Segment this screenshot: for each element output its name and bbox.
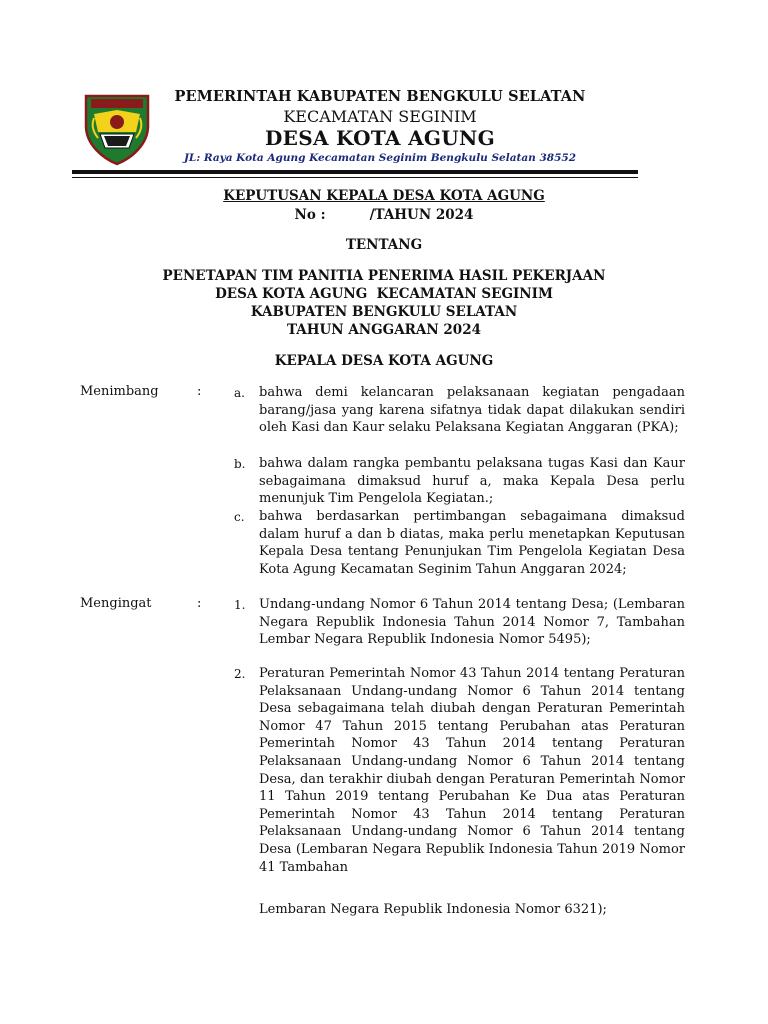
subject-line-1: PENETAPAN TIM PANITIA PENERIMA HASIL PEKERJAAN [162,268,606,284]
menimbang-item-b: bahwa dalam rangka pembantu pelaksana tugas Kasi dan Kaur sebagaimana dimaksud huruf a, maka Kepala Desa perlu menunjuk Tim Pengelola Kegiatan.; [259,456,685,507]
mengingat-item-1: Undang-undang Nomor 6 Tahun 2014 tentang Desa; (Lembaran Negara Republik Indonesia Tahun 2014 Nomor 7, Tambahan Lembar Negara Republik Indonesia Nomor 5495); [259,597,685,648]
letterhead-village: DESA KOTA AGUNG [265,126,495,150]
letterhead-rule-thin [72,177,638,178]
mengingat-label: Mengingat [80,596,152,611]
decree-number-label: No : [294,207,326,223]
letterhead-rule-thick [72,170,638,174]
mengingat-item-2: Peraturan Pemerintah Nomor 43 Tahun 2014 tentang Peraturan Pelaksanaan Undang-undang Nomor 6 Tahun 2014 tentang Desa sebagaimana telah diubah dengan Peraturan Pemerintah Nomor 47 Tahun 2015 tentang Perubahan atas Peraturan Pemerintah Nomor 43 Tahun 2014 tentang Peraturan Pelaksanaan Undang-undang Nomor 6 Tahun 2014 tentang Desa, dan terakhir diubah dengan Peraturan Pemerintah Nomor 11 Tahun 2019 tentang Perubahan Ke Dua atas Peraturan Pemerintah Nomor 43 Tahun 2014 tentang Peraturan Pelaksanaan Undang-undang Nomor 6 Tahun 2014 tentang Desa (Lembaran Negara Republik Indonesia Tahun 2019 Nomor 41 Tambahan [259,666,685,875]
menimbang-item-b-mark: b. [234,457,246,471]
subject-line-4: TAHUN ANGGARAN 2024 [286,322,481,338]
letterhead-regency: PEMERINTAH KABUPATEN BENGKULU SELATAN [174,88,586,105]
regency-emblem-icon [80,92,154,166]
menimbang-colon: : [197,384,202,399]
menimbang-label: Menimbang [80,384,159,399]
mengingat-colon: : [197,596,202,611]
decree-number [0,207,768,223]
menimbang-item-a-mark: a. [234,386,245,400]
mengingat-item-2-mark: 2. [234,667,246,681]
decree-title: KEPUTUSAN KEPALA DESA KOTA AGUNG [223,188,545,204]
mengingat-item-2-continuation: Lembaran Negara Republik Indonesia Nomor 6321); [259,902,607,917]
menimbang-item-c: bahwa berdasarkan pertimbangan sebagaimana dimaksud dalam huruf a dan b diatas, maka perlu menetapkan Keputusan Kepala Desa tentang Penunjukan Tim Pengelola Kegiatan Desa Kota Agung Kecamatan Seginim Tahun Anggaran 2024; [259,509,685,577]
subject-line-3: KABUPATEN BENGKULU SELATAN [250,304,518,320]
letterhead-address: JL: Raya Kota Agung Kecamatan Seginim Bengkulu Selatan 38552 [183,152,577,164]
about-heading: TENTANG [345,237,423,253]
menimbang-item-c-mark: c. [234,510,245,524]
decree-number-value: /TAHUN 2024 [369,207,474,223]
subject-line-2: DESA KOTA AGUNG KECAMATAN SEGINIM [215,286,553,302]
letterhead-district: KECAMATAN SEGINIM [283,107,477,126]
menimbang-item-a: bahwa demi kelancaran pelaksanaan kegiatan pengadaan barang/jasa yang karena sifatnya tidak dapat dilakukan sendiri oleh Kasi dan Kaur selaku Pelaksana Kegiatan Anggaran (PKA); [259,385,685,436]
mengingat-item-1-mark: 1. [234,598,246,612]
authority-heading: KEPALA DESA KOTA AGUNG [274,353,494,369]
